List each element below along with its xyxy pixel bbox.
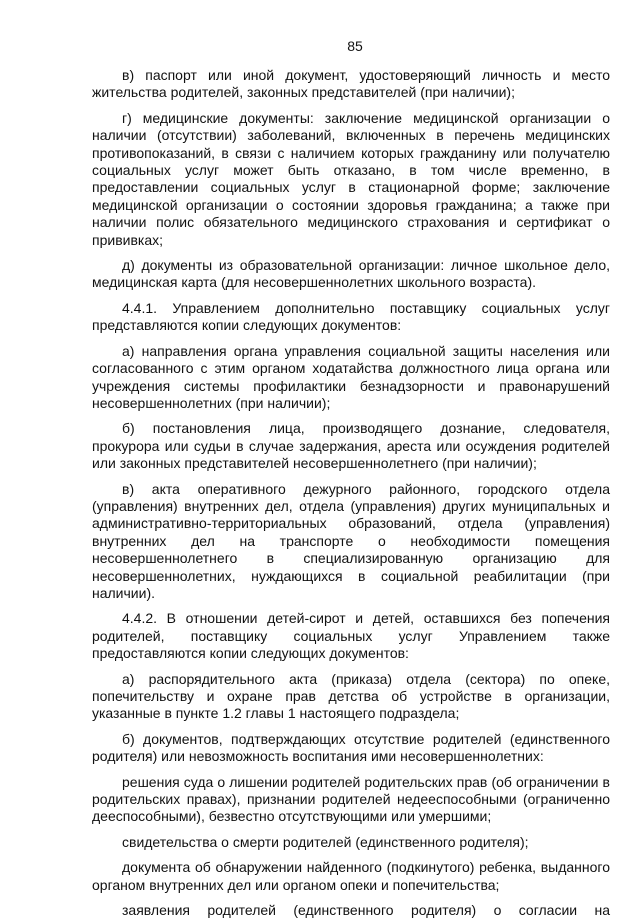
paragraph-passport: в) паспорт или иной документ, удостоверяющий личность и место жительства родителей, законных представителей (при наличии); — [92, 67, 610, 101]
paragraph-court-decision: решения суда о лишении родителей родительских прав (об ограничении в родительских правах), признании родителей недееспособными (ограниченно дееспособными), безвестно отсутствующими или умершими; — [92, 773, 610, 825]
paragraph-direction-of-authority: а) направления органа управления социальной защиты населения или согласованного с этим органом ходатайства должностного лица органа или учреждения системы профилактики безнадзорности и правонарушений несовершеннолетних (при наличии); — [92, 342, 610, 411]
paragraph-death-certificate: свидетельства о смерти родителей (единственного родителя); — [122, 833, 529, 850]
paragraph-school-documents: д) документы из образовательной организации: личное школьное дело, медицинская карта (для несовершеннолетних школьного возраста). — [92, 257, 610, 291]
paragraph-duty-officer-act: в) акта оперативного дежурного районного, городского отдела (управления) внутренних дел, отдела (управления) других муниципальных и административно-территориальных образований, отдела (управления) внутренних дел на транспорте о необходимости помещения несовершеннолетнего в специализированную организацию для несовершеннолетних, нуждающихся в социальной реабилитации (при наличии). — [92, 480, 610, 601]
paragraph-absence-of-parents: б) документов, подтверждающих отсутствие родителей (единственного родителя) или невозможность воспитания ими несовершеннолетних: — [92, 730, 610, 765]
paragraph-parents-consent: заявления родителей (единственного родителя) о согласии на — [122, 902, 610, 919]
paragraph-medical-documents: г) медицинские документы: заключение медицинской организации о наличии (отсутствии) заболеваний, включенных в перечень медицинских противопоказаний, в связи с наличием которых гражданину или получателю социальных услуг может быть отказано, в том числе временно, в предоставлении социальных услуг в стационарной форме; заключение медицинской организации о состоянии здоровья гражданина; а также при наличии полис обязательного медицинского страхования и сертификат о прививках; — [92, 109, 610, 248]
page-number: 85 — [347, 38, 363, 54]
paragraph-found-child-document: документа об обнаружении найденного (подкинутого) ребенка, выданного органом внутренних дел или органом опеки и попечительства; — [92, 859, 610, 893]
paragraph-guardianship-order: а) распорядительного акта (приказа) отдела (сектора) по опеке, попечительству и охране прав детства об устройстве в организации, указанные в пункте 1.2 главы 1 настоящего подраздела; — [92, 670, 610, 722]
paragraph-4-4-1: 4.4.1. Управлением дополнительно поставщику социальных услуг представляются копии следующих документов: — [92, 299, 610, 334]
paragraph-4-4-2: 4.4.2. В отношении детей-сирот и детей, оставшихся без попечения родителей, поставщику социальных услуг Управлением также предоставляются копии следующих документов: — [92, 610, 610, 662]
paragraph-investigator-resolution: б) постановления лица, производящего дознание, следователя, прокурора или судьи в случае задержания, ареста или осуждения родителей или законных представителей несовершеннолетнего (при наличии); — [92, 420, 610, 472]
